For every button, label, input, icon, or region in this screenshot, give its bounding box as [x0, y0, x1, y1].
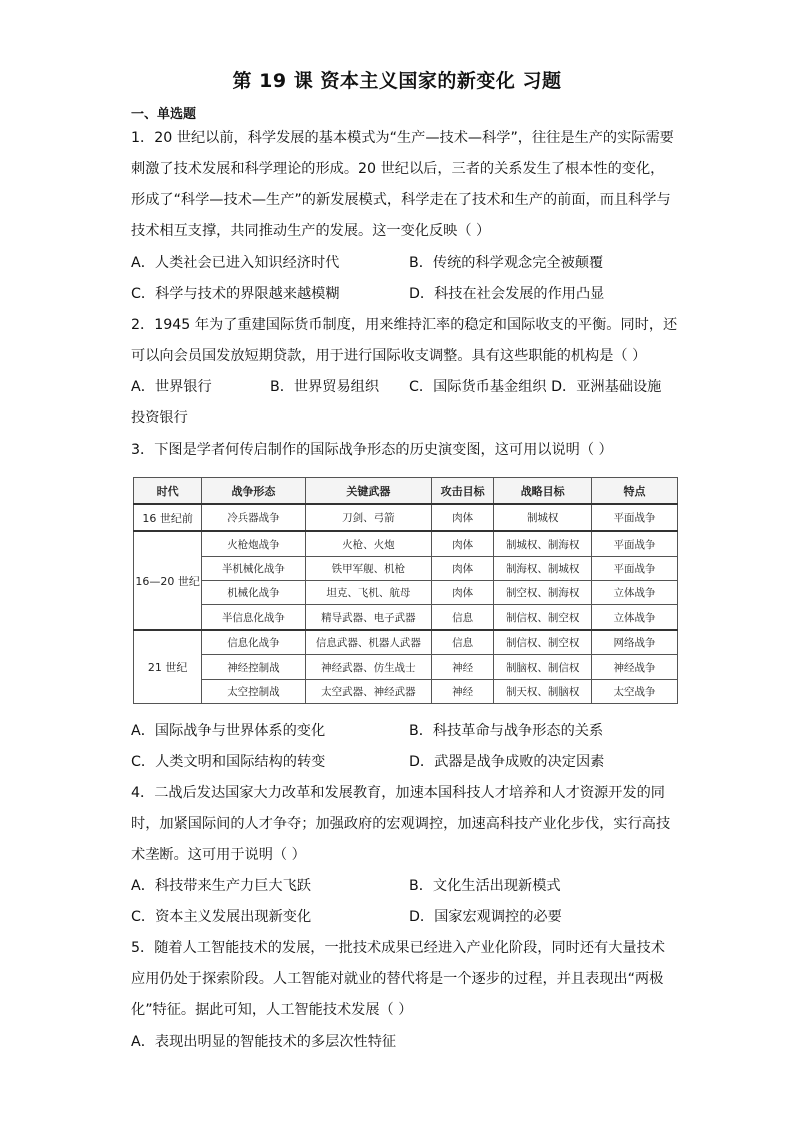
table-cell: 信息 — [432, 630, 494, 655]
table-cell: 制信权、制空权 — [494, 630, 592, 655]
q1-option-c[interactable]: C．科学与技术的界限越来越模糊 — [131, 286, 340, 302]
table-header: 关键武器 — [305, 478, 431, 505]
table-cell: 平面战争 — [592, 531, 678, 556]
table-cell: 精导武器、电子武器 — [305, 605, 431, 630]
table-row — [134, 605, 678, 630]
table-cell: 制空权、制海权 — [494, 581, 592, 605]
q2-option-d-tail: 投资银行 — [131, 410, 188, 426]
table-cell: 铁甲军舰、机枪 — [305, 556, 431, 580]
table-header: 战略目标 — [494, 478, 592, 505]
era-cell: 21 世纪 — [134, 630, 202, 704]
table-row — [134, 630, 678, 655]
table-cell: 太空控制战 — [202, 679, 306, 703]
q2-option-a[interactable]: A．世界银行 — [131, 379, 212, 395]
q2-option-c-d[interactable]: C．国际货币基金组织 D．亚洲基础设施 — [409, 379, 662, 395]
section-heading: 一、单选题 — [131, 107, 197, 122]
q3-option-a[interactable]: A．国际战争与世界体系的变化 — [131, 723, 326, 739]
table-cell: 机械化战争 — [202, 581, 306, 605]
q3-option-d[interactable]: D．武器是战争成败的决定因素 — [409, 754, 605, 770]
table-cell: 神经战争 — [592, 655, 678, 679]
table-cell: 肉体 — [432, 581, 494, 605]
q2-line: 2．1945 年为了重建国际货币制度，用来维持汇率的稳定和国际收支的平衡。同时，还 — [131, 317, 678, 333]
q4-option-d[interactable]: D．国家宏观调控的必要 — [409, 909, 562, 925]
table-cell: 火枪炮战争 — [202, 531, 306, 556]
table-row — [134, 531, 678, 556]
table-cell: 神经 — [432, 679, 494, 703]
table-cell: 冷兵器战争 — [202, 504, 306, 531]
q4-line: 术垄断。这可用于说明（ ） — [131, 847, 306, 863]
table-cell: 火枪、火炮 — [305, 531, 431, 556]
table-row — [134, 655, 678, 679]
q1-line: 1．20 世纪以前，科学发展的基本模式为“生产—技术—科学”，往往是生产的实际需要 — [131, 130, 674, 146]
q1-option-d[interactable]: D．科技在社会发展的作用凸显 — [409, 286, 605, 302]
table-cell: 肉体 — [432, 504, 494, 531]
q5-option-a[interactable]: A．表现出明显的智能技术的多层次性特征 — [131, 1034, 397, 1050]
table-row — [134, 504, 678, 531]
q3-line: 3．下图是学者何传启制作的国际战争形态的历史演变图，这可用以说明（ ） — [131, 442, 613, 458]
table-cell: 网络战争 — [592, 630, 678, 655]
table-cell: 制天权、制脑权 — [494, 679, 592, 703]
era-cell: 16 世纪前 — [134, 504, 202, 531]
page-title: 第 19 课 资本主义国家的新变化 习题 — [232, 70, 562, 92]
q1-line: 形成了“科学—技术—生产”的新发展模式，科学走在了技术和生产的前面，而且科学与 — [131, 192, 671, 208]
table-cell: 半信息化战争 — [202, 605, 306, 630]
table-header-row — [134, 478, 678, 505]
table-cell: 太空战争 — [592, 679, 678, 703]
table-cell: 信息武器、机器人武器 — [305, 630, 431, 655]
table-cell: 太空武器、神经武器 — [305, 679, 431, 703]
q5-line: 化”特征。据此可知，人工智能技术发展（ ） — [131, 1002, 413, 1018]
table-header: 战争形态 — [202, 478, 306, 505]
table-cell: 制信权、制空权 — [494, 605, 592, 630]
table-cell: 立体战争 — [592, 605, 678, 630]
q1-line: 技术相互支撑，共同推动生产的发展。这一变化反映（ ） — [131, 223, 491, 239]
table-row — [134, 679, 678, 703]
q4-line: 时，加紧国际间的人才争夺；加强政府的宏观调控，加速高科技产业化步伐，实行高技 — [131, 816, 671, 832]
q2-option-b[interactable]: B．世界贸易组织 — [270, 379, 380, 395]
q1-option-b[interactable]: B．传统的科学观念完全被颠覆 — [409, 255, 604, 271]
q1-line: 刺激了技术发展和科学理论的形成。20 世纪以后，三者的关系发生了根本性的变化， — [131, 161, 665, 177]
table-row — [134, 581, 678, 605]
war-forms-table — [133, 477, 678, 704]
q5-line: 5．随着人工智能技术的发展，一批技术成果已经进入产业化阶段，同时还有大量技术 — [131, 940, 665, 956]
table-cell: 肉体 — [432, 556, 494, 580]
table-cell: 神经武器、仿生战士 — [305, 655, 431, 679]
table-cell: 制城权、制海权 — [494, 531, 592, 556]
q4-option-c[interactable]: C．资本主义发展出现新变化 — [131, 909, 312, 925]
table-cell: 制脑权、制信权 — [494, 655, 592, 679]
q5-line: 应用仍处于探索阶段。人工智能对就业的替代将是一个逐步的过程，并且表现出“两极 — [131, 971, 664, 987]
table-cell: 坦克、飞机、航母 — [305, 581, 431, 605]
q2-line: 可以向会员国发放短期贷款，用于进行国际收支调整。具有这些职能的机构是（ ） — [131, 348, 647, 364]
table-header: 时代 — [134, 478, 202, 505]
table-cell: 信息 — [432, 605, 494, 630]
q4-option-b[interactable]: B．文化生活出现新模式 — [409, 878, 561, 894]
q3-option-b[interactable]: B．科技革命与战争形态的关系 — [409, 723, 604, 739]
table-cell: 立体战争 — [592, 581, 678, 605]
q3-option-c[interactable]: C．人类文明和国际结构的转变 — [131, 754, 326, 770]
q1-option-a[interactable]: A．人类社会已进入知识经济时代 — [131, 255, 340, 271]
table-cell: 信息化战争 — [202, 630, 306, 655]
table-cell: 肉体 — [432, 531, 494, 556]
table-cell: 平面战争 — [592, 556, 678, 580]
table-header: 攻击目标 — [432, 478, 494, 505]
table-cell: 神经 — [432, 655, 494, 679]
table-cell: 平面战争 — [592, 504, 678, 531]
era-cell: 16—20 世纪 — [134, 531, 202, 630]
table-header: 特点 — [592, 478, 678, 505]
table-cell: 半机械化战争 — [202, 556, 306, 580]
table-cell: 神经控制战 — [202, 655, 306, 679]
table-cell: 制城权 — [494, 504, 592, 531]
q4-option-a[interactable]: A．科技带来生产力巨大飞跃 — [131, 878, 311, 894]
table-row — [134, 556, 678, 580]
table-cell: 制海权、制城权 — [494, 556, 592, 580]
table-cell: 刀剑、弓箭 — [305, 504, 431, 531]
q4-line: 4．二战后发达国家大力改革和发展教育，加速本国科技人才培养和人才资源开发的同 — [131, 785, 665, 801]
